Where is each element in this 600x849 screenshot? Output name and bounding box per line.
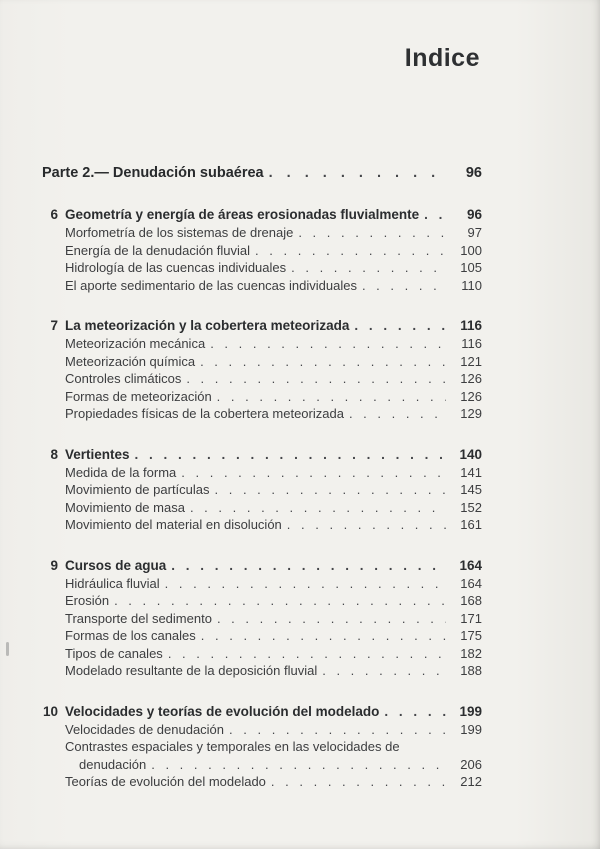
page-number: 145	[460, 482, 482, 497]
toc-entry	[42, 645, 482, 663]
page-number: 126	[460, 388, 482, 404]
dot-leader	[349, 405, 446, 423]
dot-leader	[362, 277, 446, 295]
entry-title: Meteorización química	[65, 353, 196, 369]
dot-leader	[135, 446, 446, 464]
chapter-block	[42, 317, 482, 423]
page-number: 126	[460, 371, 482, 386]
dot-leader	[291, 259, 446, 277]
dot-leader	[165, 575, 446, 593]
chapter-title: Velocidades y teorías de evolución del modelado	[65, 703, 380, 719]
entry-title: Energía de la denudación fluvial	[65, 242, 251, 258]
toc-entry	[42, 610, 482, 628]
page-number: 164	[460, 575, 482, 591]
page-number: 188	[460, 663, 482, 678]
toc-entry	[42, 575, 482, 593]
chapter-heading	[42, 446, 482, 464]
toc-entry	[42, 499, 482, 517]
page-number: 212	[460, 774, 482, 789]
dot-leader	[217, 610, 446, 628]
chapter-heading	[42, 317, 482, 335]
dot-leader	[114, 592, 446, 610]
dot-leader	[384, 703, 446, 721]
page-number: 100	[460, 242, 482, 258]
table-of-contents	[42, 163, 482, 791]
entry-title: Controles climáticos	[65, 371, 182, 386]
page-number: 141	[460, 464, 482, 480]
chapter-heading	[42, 206, 482, 224]
entry-title: Velocidades de denudación	[65, 721, 225, 737]
chapter-number: 9	[50, 557, 58, 573]
entry-title: Movimiento de masa	[65, 499, 185, 515]
chapter-number: 10	[42, 703, 58, 719]
entry-title: Erosión	[65, 593, 110, 608]
dot-leader	[269, 163, 446, 183]
toc-entry	[42, 592, 482, 610]
page-number: 129	[460, 406, 482, 421]
entry-title: Movimiento del material en disolución	[65, 517, 282, 532]
dot-leader	[190, 499, 446, 517]
toc-entry	[42, 721, 482, 739]
toc-entry	[42, 388, 482, 406]
dot-leader	[186, 370, 446, 388]
entry-title: Transporte del sedimento	[65, 610, 212, 626]
dot-leader	[229, 721, 446, 739]
toc-entry	[42, 516, 482, 534]
part-label: Parte 2.— Denudación subaérea	[42, 165, 264, 181]
page-number: 199	[459, 703, 482, 719]
scan-artifact	[6, 642, 9, 656]
entry-title: Formas de meteorización	[65, 388, 212, 404]
toc-entry	[42, 773, 482, 791]
entry-title: Propiedades físicas de la cobertera meteorizada	[65, 406, 344, 421]
dot-leader	[168, 645, 446, 663]
page-number: 140	[459, 446, 482, 462]
toc-entry	[42, 481, 482, 499]
chapter-number: 6	[50, 207, 58, 222]
entry-title: Formas de los canales	[65, 628, 196, 643]
chapter-heading	[42, 557, 482, 575]
dot-leader	[217, 388, 446, 406]
chapter-number: 7	[50, 318, 58, 333]
dot-leader	[210, 335, 446, 353]
entry-title: Contrastes espaciales y temporales en las velocidades de	[65, 739, 400, 754]
entry-title: Tipos de canales	[65, 645, 163, 661]
chapter-block	[42, 703, 482, 791]
page-number: 97	[467, 225, 482, 240]
toc-entry	[42, 405, 482, 423]
page-number: 164	[459, 557, 482, 573]
dot-leader	[200, 353, 446, 371]
page-number: 175	[460, 628, 482, 643]
toc-entry	[42, 353, 482, 371]
dot-leader	[201, 627, 446, 645]
page-number: 116	[461, 336, 482, 351]
chapter-title: La meteorización y la cobertera meteorizada	[65, 318, 350, 333]
dot-leader	[171, 557, 446, 575]
toc-entry	[42, 738, 482, 756]
toc-entry	[42, 464, 482, 482]
entry-title: Medida de la forma	[65, 464, 177, 480]
toc-entry	[42, 259, 482, 277]
page-number: 182	[460, 645, 482, 661]
chapter-list	[42, 206, 482, 791]
page-number: 171	[460, 610, 482, 626]
chapter-block	[42, 557, 482, 680]
dot-leader	[151, 756, 446, 774]
dot-leader	[287, 516, 446, 534]
toc-entry	[42, 335, 482, 353]
dot-leader	[215, 481, 446, 499]
page-number: 110	[461, 277, 482, 293]
chapter-block	[42, 206, 482, 294]
toc-entry	[42, 242, 482, 260]
dot-leader	[424, 206, 446, 224]
toc-entry	[42, 756, 482, 774]
page-number: 121	[460, 353, 482, 369]
part-page-number: 96	[465, 165, 482, 181]
page-number: 206	[460, 756, 482, 772]
dot-leader	[354, 317, 446, 335]
toc-entry	[42, 627, 482, 645]
page-number: 161	[460, 517, 482, 532]
entry-title: Teorías de evolución del modelado	[65, 774, 266, 789]
dot-leader	[181, 464, 446, 482]
dot-leader	[298, 224, 446, 242]
entry-title: Hidráulica fluvial	[65, 575, 160, 591]
entry-title: Hidrología de las cuencas individuales	[65, 260, 287, 275]
entry-title-continued: denudación	[79, 756, 147, 772]
page-number: 116	[460, 318, 482, 333]
chapter-title: Geometría y energía de áreas erosionadas fluvialmente	[65, 207, 420, 222]
chapter-title: Cursos de agua	[65, 557, 167, 573]
page-number: 199	[460, 721, 482, 737]
toc-entry	[42, 277, 482, 295]
page-number: 96	[466, 207, 482, 222]
page-number: 152	[460, 499, 482, 515]
chapter-title: Vertientes	[65, 446, 130, 462]
page-number: 168	[460, 593, 482, 608]
toc-entry	[42, 662, 482, 680]
page-title: Indice	[404, 44, 480, 72]
dot-leader	[322, 662, 446, 680]
chapter-number: 8	[50, 446, 58, 462]
entry-title: Meteorización mecánica	[65, 336, 206, 351]
toc-entry	[42, 224, 482, 242]
entry-title: El aporte sedimentario de las cuencas individuales	[65, 277, 357, 293]
part-heading	[42, 163, 482, 183]
toc-entry	[42, 370, 482, 388]
dot-leader	[255, 242, 446, 260]
dot-leader	[271, 773, 446, 791]
chapter-block	[42, 446, 482, 534]
entry-title: Modelado resultante de la deposición fluvial	[65, 663, 318, 678]
entry-title: Morfometría de los sistemas de drenaje	[65, 225, 294, 240]
page-number: 105	[460, 260, 482, 275]
entry-title: Movimiento de partículas	[65, 482, 210, 497]
chapter-heading	[42, 703, 482, 721]
